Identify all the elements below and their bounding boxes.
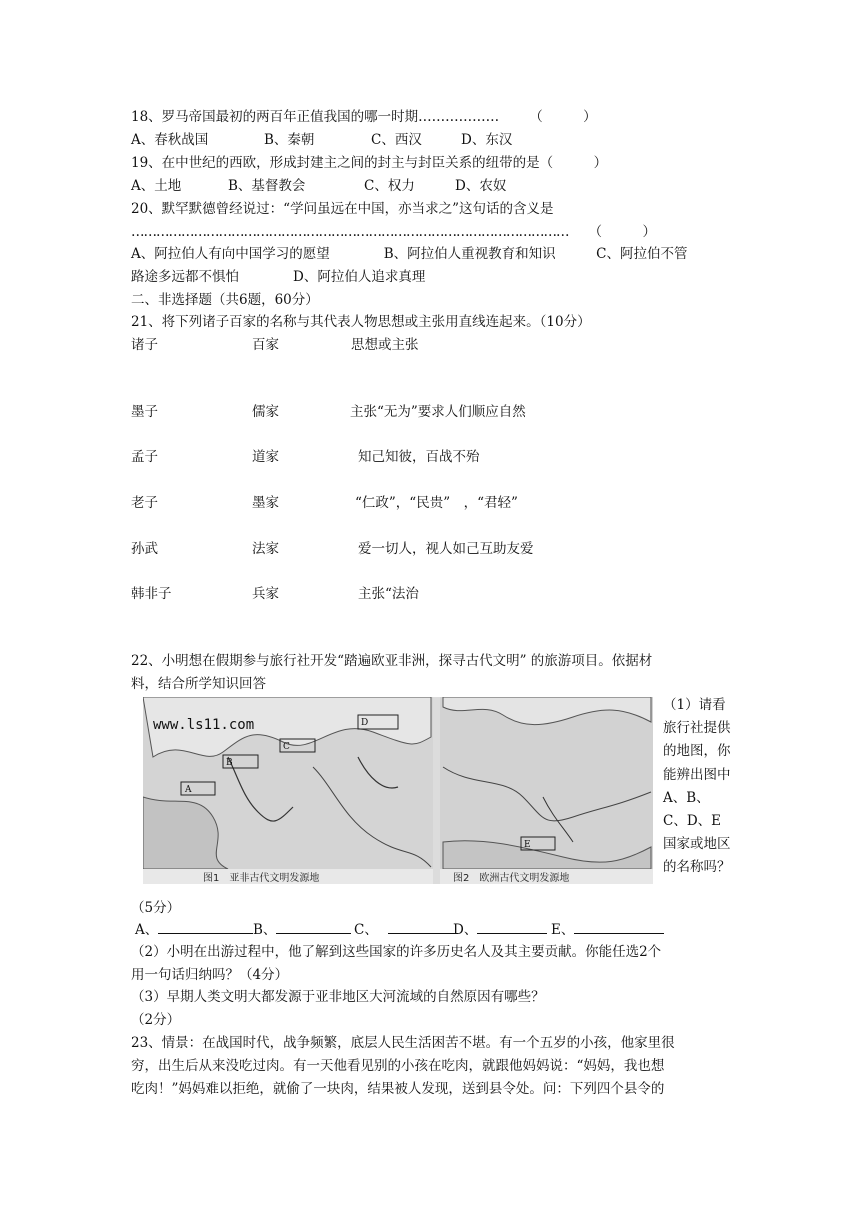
q21-thinker: 孙武	[131, 541, 158, 557]
map-label-e: E	[524, 840, 531, 850]
q20-options-1: A、阿拉伯人有向中国学习的愿望 B、阿拉伯人重视教育和知识 C、阿拉伯不管	[131, 246, 688, 262]
fig2-caption: 图2 欧洲古代文明发源地	[453, 873, 570, 884]
q21-thinker: 墨子	[131, 404, 158, 420]
map-figure	[143, 697, 653, 884]
q21-idea: 主张“无为”要求人们顺应自然	[350, 404, 526, 420]
q19-option-d: D、农奴	[455, 178, 507, 194]
q22-stem-2: 料，结合所学知识回答	[131, 676, 266, 692]
q21-stem: 21、将下列诸子百家的名称与其代表人物思想或主张用直线连起来。（10分）	[131, 314, 591, 330]
q20-options-2: 路途多远都不惧怕 D、阿拉伯人追求真理	[131, 269, 426, 285]
q22-sub1: （1）请看旅行社提供的地图，你能辨出图中A、B、C、D、E国家或地区的名称吗？	[663, 697, 731, 876]
q21-school: 道家	[252, 449, 279, 465]
q21-idea: 知己知彼，百战不殆	[358, 449, 480, 465]
q21-idea: 爱一切人，视人如己互助友爱	[358, 541, 534, 557]
q21-header-school: 百家	[252, 337, 279, 353]
map-image	[143, 697, 653, 884]
q22-blank-b: B、	[253, 919, 351, 940]
q22-blank-e: E、	[551, 919, 664, 940]
q22-sub3-score: （2分）	[131, 1012, 181, 1028]
q21-thinker: 孟子	[131, 449, 158, 465]
q23-line-2: 穷，出生后从来没吃过肉。有一天他看见别的小孩在吃肉，就跟他妈妈说：“妈妈，我也想	[131, 1058, 665, 1074]
q22-sub2: （2）小明在出游过程中，他了解到这些国家的许多历史名人及其主要贡献。你能任选2个	[131, 944, 662, 960]
q20-dots-line	[131, 222, 656, 242]
q21-idea: 主张“法治	[358, 586, 419, 602]
q23-line-3: 吃肉！”妈妈难以拒绝，就偷了一块肉，结果被人发现，送到县令处。问：下列四个县令的	[131, 1081, 665, 1097]
q18-option-b: B、秦朝	[264, 132, 315, 148]
fig1-caption: 图1 亚非古代文明发源地	[203, 873, 320, 884]
q22-blank-d: D、	[453, 919, 547, 940]
q18-paren: （ ）	[529, 109, 597, 125]
q19-option-b: B、基督教会	[228, 178, 306, 194]
q22-sub2-cont: 用一句话归纳吗？（4分）	[131, 967, 289, 983]
q21-header-thinker: 诸子	[131, 337, 158, 353]
q18-option-a: A、春秋战国	[131, 132, 209, 148]
map-label-a: A	[185, 785, 192, 795]
q22-blank-c: C、	[354, 919, 458, 940]
q23-line-1: 23、情景：在战国时代，战争频繁，底层人民生活困苦不堪。有一个五岁的小孩，他家里很	[131, 1035, 675, 1051]
q18-text: 18、罗马帝国最初的两百年正值我国的哪一时期………………	[131, 109, 500, 125]
q21-header-idea: 思想或主张	[351, 337, 419, 353]
q21-school: 兵家	[252, 586, 279, 602]
q22-blank-a: A、	[135, 919, 253, 940]
q21-school: 墨家	[252, 495, 279, 511]
map-label-c: C	[283, 742, 290, 752]
q22-sub3: （3）早期人类文明大都发源于亚非地区大河流域的自然原因有哪些？	[131, 989, 545, 1005]
map-watermark: www.ls11.com	[153, 717, 255, 733]
q20-paren: （ ）	[588, 224, 656, 240]
q21-thinker: 韩非子	[131, 586, 172, 602]
map-label-b: B	[226, 758, 233, 768]
q21-school: 法家	[252, 541, 279, 557]
q19-stem: 19、在中世纪的西欧，形成封建主之间的封主与封臣关系的纽带的是（ ）	[131, 155, 608, 171]
q20-stem: 20、默罕默德曾经说过：“学问虽远在中国，亦当求之”这句话的含义是	[131, 201, 554, 217]
q18-stem	[131, 107, 597, 127]
q21-school: 儒家	[252, 404, 279, 420]
q19-option-c: C、权力	[364, 178, 415, 194]
q19-option-a: A、土地	[131, 178, 182, 194]
q22-stem-1: 22、小明想在假期参与旅行社开发“踏遍欧亚非洲，探寻古代文明” 的旅游项目。依据材	[131, 653, 653, 669]
q21-thinker: 老子	[131, 495, 158, 511]
map-label-d: D	[361, 718, 369, 728]
q21-idea: “仁政”，“民贵” ，“君轻”	[355, 495, 518, 511]
q22-sub1-score: （5分）	[131, 900, 181, 916]
q18-option-d: D、东汉	[461, 132, 513, 148]
q20-dots: ……………………………………………………………………………………………	[131, 224, 569, 240]
q18-option-c: C、西汉	[371, 132, 422, 148]
section-2-heading: 二、非选择题（共6题，60分）	[131, 292, 319, 308]
